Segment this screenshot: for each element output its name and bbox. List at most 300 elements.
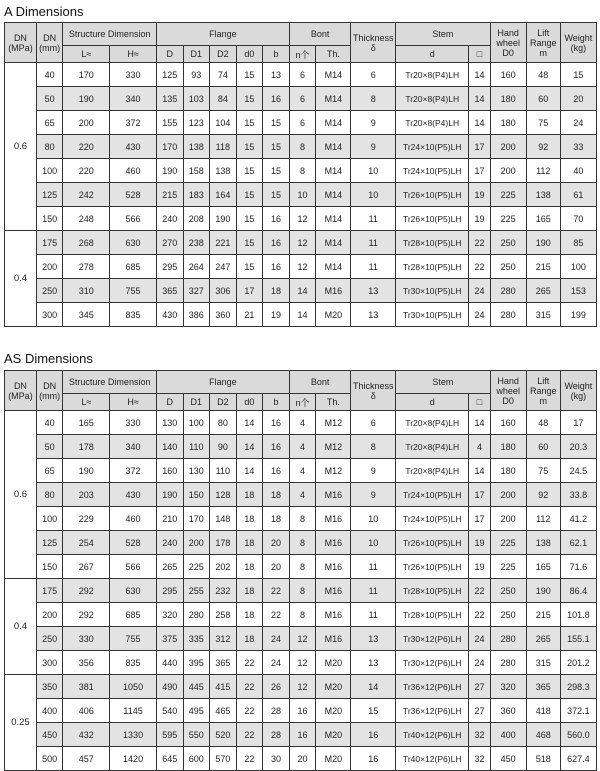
- table-cell: 630: [110, 231, 157, 255]
- table-cell: 381: [63, 675, 110, 699]
- header-n: n个: [289, 394, 316, 411]
- header-d1: D1: [183, 394, 210, 411]
- table-cell: 75: [526, 459, 560, 483]
- table-cell: 14: [351, 675, 396, 699]
- table-cell: 18: [236, 555, 263, 579]
- header-th: Th.: [316, 394, 351, 411]
- table-cell: 16: [263, 411, 290, 435]
- table-cell: 372: [110, 111, 157, 135]
- table-cell: 292: [63, 579, 110, 603]
- header-bont: Bont: [289, 371, 351, 394]
- table-cell: 8: [289, 159, 316, 183]
- table-cell: M16: [316, 603, 351, 627]
- table-cell: 41.2: [560, 507, 596, 531]
- table-cell: 345: [63, 303, 110, 327]
- table-cell: 199: [560, 303, 596, 327]
- table-cell: 225: [183, 555, 210, 579]
- table-cell: 148: [210, 507, 237, 531]
- table-cell: 15: [351, 699, 396, 723]
- table-cell: 165: [526, 555, 560, 579]
- table-cell: 327: [183, 279, 210, 303]
- table-cell: 15: [236, 183, 263, 207]
- table-cell: 540: [156, 699, 183, 723]
- table-cell: 20.3: [560, 435, 596, 459]
- table-cell: 250: [490, 603, 526, 627]
- table-cell: 178: [63, 435, 110, 459]
- table-cell: 17: [236, 279, 263, 303]
- table-cell: 17: [469, 507, 490, 531]
- table-cell: 86.4: [560, 579, 596, 603]
- pressure-group-cell: 0.6: [5, 411, 37, 579]
- table-cell: 100: [560, 255, 596, 279]
- table-cell: 17: [469, 483, 490, 507]
- table-cell: 356: [63, 651, 110, 675]
- table-cell: 560.0: [560, 723, 596, 747]
- table-cell: 165: [63, 411, 110, 435]
- table-cell: M20: [316, 699, 351, 723]
- table-cell: 465: [210, 699, 237, 723]
- table-cell: 202: [210, 555, 237, 579]
- table-cell: 254: [63, 531, 110, 555]
- table-cell: 265: [526, 627, 560, 651]
- table-cell: 61: [560, 183, 596, 207]
- table-cell: 10: [351, 507, 396, 531]
- table-cell: 138: [526, 183, 560, 207]
- table-cell: 18: [263, 279, 290, 303]
- table-cell: 1330: [110, 723, 157, 747]
- table-cell: 11: [351, 207, 396, 231]
- table-cell: 418: [526, 699, 560, 723]
- header-stem: Stem: [396, 23, 491, 46]
- table-cell: 153: [560, 279, 596, 303]
- table-row: [5, 459, 597, 483]
- table-row: [5, 183, 597, 207]
- table-cell: 270: [156, 231, 183, 255]
- table-cell: M14: [316, 63, 351, 87]
- table-cell: 365: [210, 651, 237, 675]
- header-stem-d: d: [396, 46, 469, 63]
- table-cell: Tr28×10(P5)LH: [396, 255, 469, 279]
- table-cell: 60: [526, 435, 560, 459]
- table-cell: 128: [210, 483, 237, 507]
- table-cell: Tr36×12(P6)LH: [396, 675, 469, 699]
- header-bont: Bont: [289, 23, 351, 46]
- header-dn: DN (mm): [36, 371, 63, 411]
- table-cell: 24: [263, 651, 290, 675]
- table-cell: 150: [36, 555, 63, 579]
- table-cell: 50: [36, 435, 63, 459]
- table-cell: 18: [236, 579, 263, 603]
- table-cell: 495: [183, 699, 210, 723]
- table-cell: 62.1: [560, 531, 596, 555]
- table-cell: 457: [63, 747, 110, 771]
- table-cell: 12: [289, 231, 316, 255]
- table-cell: 268: [63, 231, 110, 255]
- table-cell: 1050: [110, 675, 157, 699]
- table-cell: 14: [289, 279, 316, 303]
- header-d1: D1: [183, 46, 210, 63]
- table-cell: 220: [63, 159, 110, 183]
- table-cell: 24.5: [560, 459, 596, 483]
- table-cell: 295: [156, 579, 183, 603]
- table-cell: 12: [289, 651, 316, 675]
- table-cell: 70: [560, 207, 596, 231]
- table-cell: 15: [560, 63, 596, 87]
- table-row: [5, 63, 597, 87]
- table-cell: 190: [210, 207, 237, 231]
- header-structure-dimension: Structure Dimension: [63, 23, 157, 46]
- table-cell: 13: [351, 651, 396, 675]
- table-cell: 386: [183, 303, 210, 327]
- table-cell: 500: [36, 747, 63, 771]
- table-cell: 80: [210, 411, 237, 435]
- table-cell: 250: [490, 255, 526, 279]
- table-cell: 330: [110, 411, 157, 435]
- table-as-title: AS Dimensions: [4, 351, 93, 366]
- table-cell: 180: [490, 435, 526, 459]
- table-cell: 19: [469, 183, 490, 207]
- table-row: [5, 723, 597, 747]
- table-cell: 528: [110, 531, 157, 555]
- table-cell: 15: [236, 87, 263, 111]
- pressure-group-cell: 0.4: [5, 579, 37, 675]
- table-cell: 627.4: [560, 747, 596, 771]
- table-cell: 84: [210, 87, 237, 111]
- table-cell: 180: [490, 459, 526, 483]
- as-dimensions-table: [4, 370, 597, 771]
- table-cell: 183: [183, 183, 210, 207]
- table-cell: 267: [63, 555, 110, 579]
- table-cell: 360: [210, 303, 237, 327]
- table-cell: 17: [560, 411, 596, 435]
- header-l: L≈: [63, 394, 110, 411]
- header-d2: D2: [210, 46, 237, 63]
- table-cell: 6: [351, 63, 396, 87]
- table-cell: 160: [490, 411, 526, 435]
- table-cell: 312: [210, 627, 237, 651]
- table-cell: M16: [316, 507, 351, 531]
- table-cell: 335: [183, 627, 210, 651]
- table-cell: 528: [110, 183, 157, 207]
- table-cell: 90: [210, 435, 237, 459]
- table-cell: 14: [469, 459, 490, 483]
- table-cell: 138: [183, 135, 210, 159]
- table-cell: Tr30×10(P5)LH: [396, 303, 469, 327]
- table-cell: 300: [36, 651, 63, 675]
- table-cell: 518: [526, 747, 560, 771]
- table-row: [5, 603, 597, 627]
- table-cell: 4: [289, 483, 316, 507]
- table-cell: 14: [236, 411, 263, 435]
- table-cell: 48: [526, 63, 560, 87]
- table-cell: 13: [351, 279, 396, 303]
- header-thickness: Thickness δ: [351, 23, 396, 63]
- table-cell: 415: [210, 675, 237, 699]
- table-cell: 292: [63, 603, 110, 627]
- header-handwheel: Hand wheel D0: [490, 23, 526, 63]
- table-cell: 190: [63, 459, 110, 483]
- table-cell: 130: [156, 411, 183, 435]
- table-cell: 200: [183, 531, 210, 555]
- table-cell: Tr40×12(P6)LH: [396, 747, 469, 771]
- table-cell: 15: [263, 135, 290, 159]
- table-row: [5, 87, 597, 111]
- table-cell: Tr24×10(P5)LH: [396, 135, 469, 159]
- table-cell: 190: [63, 87, 110, 111]
- table-cell: 8: [351, 87, 396, 111]
- table-cell: M14: [316, 255, 351, 279]
- table-cell: Tr20×8(P4)LH: [396, 63, 469, 87]
- table-cell: 138: [526, 531, 560, 555]
- table-cell: 340: [110, 87, 157, 111]
- table-cell: 93: [183, 63, 210, 87]
- header-weight: Weight (kg): [560, 371, 596, 411]
- table-cell: 21: [236, 303, 263, 327]
- table-cell: 645: [156, 747, 183, 771]
- table-cell: 225: [490, 531, 526, 555]
- header-stem-d: d: [396, 394, 469, 411]
- table-cell: 685: [110, 255, 157, 279]
- table-cell: Tr20×8(P4)LH: [396, 87, 469, 111]
- table-cell: 14: [469, 63, 490, 87]
- table-cell: 306: [210, 279, 237, 303]
- table-cell: 180: [490, 111, 526, 135]
- table-cell: M16: [316, 483, 351, 507]
- header-d2: D2: [210, 394, 237, 411]
- table-row: [5, 207, 597, 231]
- table-cell: 16: [289, 723, 316, 747]
- table-cell: 9: [351, 111, 396, 135]
- table-cell: 190: [526, 579, 560, 603]
- table-cell: 16: [351, 747, 396, 771]
- table-cell: M20: [316, 651, 351, 675]
- table-cell: 566: [110, 555, 157, 579]
- table-cell: 14: [469, 411, 490, 435]
- table-cell: M12: [316, 411, 351, 435]
- table-cell: 250: [490, 231, 526, 255]
- table-cell: 13: [351, 303, 396, 327]
- table-cell: 155: [156, 111, 183, 135]
- table-cell: M14: [316, 87, 351, 111]
- table-cell: M12: [316, 435, 351, 459]
- table-cell: 75: [526, 111, 560, 135]
- table-cell: 15: [236, 135, 263, 159]
- table-cell: 24: [263, 627, 290, 651]
- table-cell: 123: [183, 111, 210, 135]
- table-cell: 278: [63, 255, 110, 279]
- table-cell: 60: [526, 87, 560, 111]
- table-cell: 9: [351, 483, 396, 507]
- table-cell: 190: [526, 231, 560, 255]
- table-cell: 24: [469, 627, 490, 651]
- table-row: [5, 699, 597, 723]
- table-cell: 6: [289, 111, 316, 135]
- header-d: D: [156, 46, 183, 63]
- table-cell: 18: [236, 531, 263, 555]
- table-cell: Tr26×10(P5)LH: [396, 183, 469, 207]
- table-cell: 175: [36, 231, 63, 255]
- header-stem-box: □: [469, 46, 490, 63]
- a-dimensions-table: [4, 22, 597, 327]
- table-cell: 17: [469, 159, 490, 183]
- table-cell: 40: [36, 63, 63, 87]
- table-cell: 320: [490, 675, 526, 699]
- table-cell: 15: [263, 111, 290, 135]
- header-l: L≈: [63, 46, 110, 63]
- table-cell: Tr28×10(P5)LH: [396, 603, 469, 627]
- table-cell: 6: [289, 87, 316, 111]
- table-cell: 430: [110, 483, 157, 507]
- table-cell: 295: [156, 255, 183, 279]
- header-b: b: [263, 46, 290, 63]
- table-cell: 16: [263, 231, 290, 255]
- table-cell: Tr24×10(P5)LH: [396, 159, 469, 183]
- table-cell: 400: [36, 699, 63, 723]
- table-cell: 100: [183, 411, 210, 435]
- table-cell: Tr20×8(P4)LH: [396, 459, 469, 483]
- table-cell: 150: [183, 483, 210, 507]
- table-cell: 112: [526, 507, 560, 531]
- table-row: [5, 159, 597, 183]
- table-row: [5, 231, 597, 255]
- header-flange: Flange: [156, 23, 289, 46]
- table-cell: 280: [183, 603, 210, 627]
- table-cell: 170: [156, 135, 183, 159]
- table-cell: 50: [36, 87, 63, 111]
- table-cell: 24: [469, 279, 490, 303]
- table-cell: 71.6: [560, 555, 596, 579]
- table-cell: 450: [36, 723, 63, 747]
- table-cell: 103: [183, 87, 210, 111]
- table-cell: 340: [110, 435, 157, 459]
- table-cell: 10: [351, 531, 396, 555]
- table-cell: 18: [236, 507, 263, 531]
- table-cell: 15: [263, 183, 290, 207]
- table-cell: 18: [263, 507, 290, 531]
- table-cell: 8: [289, 555, 316, 579]
- table-cell: 15: [263, 159, 290, 183]
- table-cell: 11: [351, 231, 396, 255]
- table-cell: 372: [110, 459, 157, 483]
- table-cell: 220: [63, 135, 110, 159]
- table-cell: 200: [63, 111, 110, 135]
- table-cell: 755: [110, 279, 157, 303]
- table-cell: 203: [63, 483, 110, 507]
- table-cell: 11: [351, 555, 396, 579]
- table-row: [5, 651, 597, 675]
- table-row: [5, 483, 597, 507]
- table-cell: 255: [183, 579, 210, 603]
- table-cell: 755: [110, 627, 157, 651]
- table-cell: 280: [490, 303, 526, 327]
- table-cell: 165: [526, 207, 560, 231]
- table-cell: 92: [526, 135, 560, 159]
- table-cell: 264: [183, 255, 210, 279]
- table-cell: 16: [263, 87, 290, 111]
- table-cell: 155.1: [560, 627, 596, 651]
- table-cell: 265: [526, 279, 560, 303]
- table-cell: 22: [236, 699, 263, 723]
- table-row: [5, 675, 597, 699]
- table-cell: 8: [289, 135, 316, 159]
- table-cell: 20: [560, 87, 596, 111]
- table-cell: 595: [156, 723, 183, 747]
- table-cell: 22: [469, 231, 490, 255]
- table-cell: 258: [210, 603, 237, 627]
- table-cell: M14: [316, 111, 351, 135]
- table-cell: 170: [183, 507, 210, 531]
- table-cell: 135: [156, 87, 183, 111]
- table-cell: 19: [469, 555, 490, 579]
- table-cell: 210: [156, 507, 183, 531]
- table-cell: 200: [36, 255, 63, 279]
- table-cell: 15: [236, 207, 263, 231]
- table-cell: 19: [469, 531, 490, 555]
- table-cell: 430: [156, 303, 183, 327]
- table-cell: M20: [316, 747, 351, 771]
- table-cell: 310: [63, 279, 110, 303]
- table-cell: 20: [263, 555, 290, 579]
- table-row: [5, 555, 597, 579]
- header-lift-range: Lift Range m: [526, 23, 560, 63]
- table-cell: 16: [263, 207, 290, 231]
- table-cell: 400: [490, 723, 526, 747]
- table-cell: 101.8: [560, 603, 596, 627]
- table-cell: 250: [490, 579, 526, 603]
- table-cell: 150: [36, 207, 63, 231]
- table-cell: 112: [526, 159, 560, 183]
- header-d0: d0: [236, 394, 263, 411]
- table-cell: M14: [316, 159, 351, 183]
- table-cell: 430: [110, 135, 157, 159]
- table-cell: 160: [490, 63, 526, 87]
- table-cell: 550: [183, 723, 210, 747]
- header-structure-dimension: Structure Dimension: [63, 371, 157, 394]
- table-cell: Tr20×8(P4)LH: [396, 435, 469, 459]
- table-cell: 24: [469, 303, 490, 327]
- table-cell: 19: [469, 207, 490, 231]
- table-cell: 221: [210, 231, 237, 255]
- table-row: [5, 303, 597, 327]
- header-b: b: [263, 394, 290, 411]
- table-cell: 9: [351, 135, 396, 159]
- table-cell: M14: [316, 183, 351, 207]
- table-cell: 200: [490, 159, 526, 183]
- table-cell: 315: [526, 651, 560, 675]
- table-cell: 432: [63, 723, 110, 747]
- table-cell: Tr30×12(P6)LH: [396, 651, 469, 675]
- table-cell: 13: [351, 627, 396, 651]
- table-cell: 8: [289, 507, 316, 531]
- table-cell: 265: [156, 555, 183, 579]
- table-cell: 22: [236, 675, 263, 699]
- table-cell: 22: [236, 747, 263, 771]
- table-cell: 125: [156, 63, 183, 87]
- pressure-group-cell: 0.25: [5, 675, 37, 771]
- table-cell: 4: [289, 435, 316, 459]
- table-row: [5, 747, 597, 771]
- table-cell: 685: [110, 603, 157, 627]
- table-cell: 200: [36, 603, 63, 627]
- table-cell: 445: [183, 675, 210, 699]
- table-cell: Tr28×10(P5)LH: [396, 231, 469, 255]
- table-cell: 175: [36, 579, 63, 603]
- table-cell: 158: [183, 159, 210, 183]
- table-cell: 229: [63, 507, 110, 531]
- table-cell: 40: [560, 159, 596, 183]
- table-cell: 8: [289, 579, 316, 603]
- header-handwheel: Hand wheel D0: [490, 371, 526, 411]
